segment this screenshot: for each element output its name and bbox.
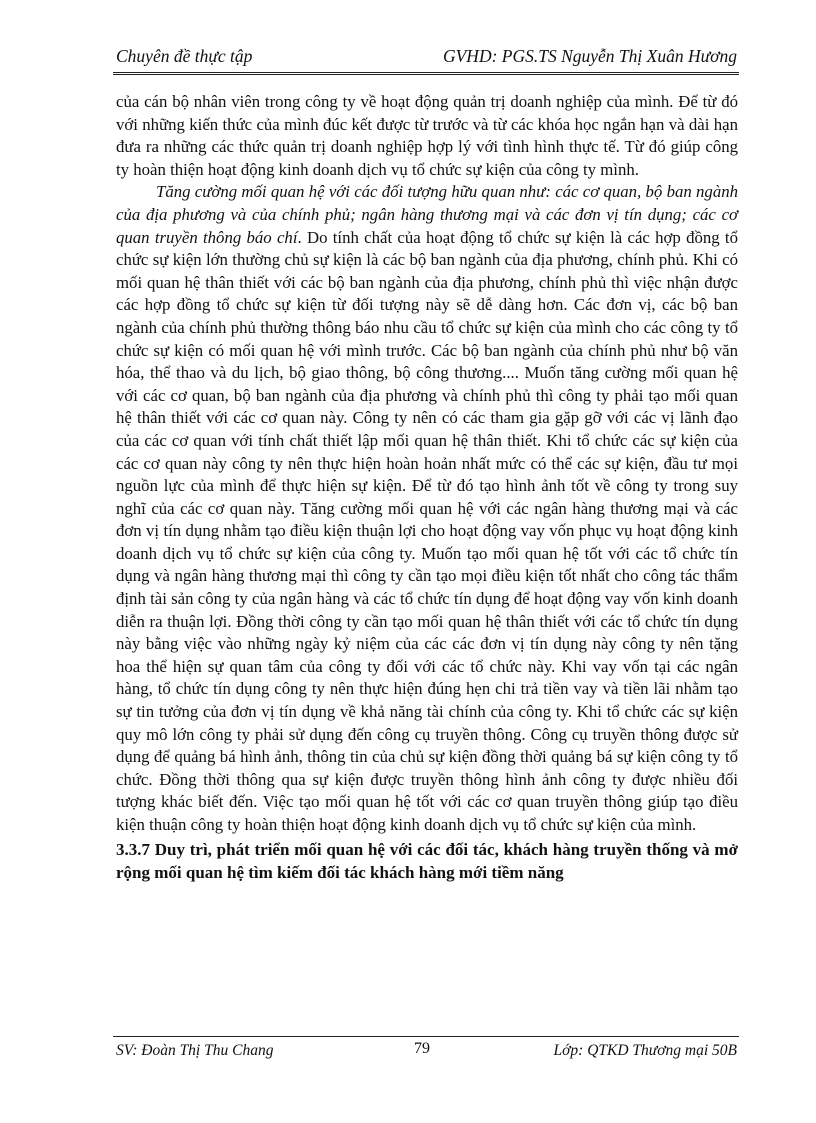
footer-class: Lớp: QTKD Thương mại 50B	[553, 1042, 737, 1059]
page-footer	[113, 1036, 739, 1067]
section-heading: 3.3.7 Duy trì, phát triển mối quan hệ với các đối tác, khách hàng truyền thống và mở rộng mối quan hệ tìm kiếm đối tác khách hàng mới tiềm năng	[116, 839, 738, 882]
page-number: 79	[414, 1040, 430, 1057]
paragraph-relations-body: . Do tính chất của hoạt động tổ chức sự kiện là các hợp đồng tổ chức sự kiện lớn thường chủ sự kiện là các bộ ban ngành của địa phương, chính phủ. Khi có mối quan hệ thân thiết với các bộ ban ngành của địa phương, chính phủ thì việc nhận được các hợp đồng tổ chức sự kiện từ đối tượng này sẽ dễ dàng hơn. Các đơn vị, các bộ ban ngành của chính phủ thường thông báo nhu cầu tổ chức sự kiện của mình cho các công ty tổ chức sự kiện có mối quan hệ với mình trước. Các bộ ban ngành của chính phủ như bộ văn hóa, thể thao và du lịch, bộ giao thông, bộ công thương.... Muốn tăng cường mối quan hệ với các cơ quan, bộ ban ngành của địa phương và chính phủ thì công ty phải tạo mối quan hệ thân thiết với các cơ quan này. Công ty nên có các tham gia gặp gỡ với các vị lãnh đạo của các cơ quan với tính chất thiết lập mối quan hệ thân thiết. Khi tổ chức các sự kiện của các cơ quan này công ty nên thực hiện hoàn hoản nhất mức có thể các sự kiện, đầu tư mọi nguồn lực của mình để thực hiện sự kiện. Để từ đó tạo hình ảnh tốt về công ty trong suy nghĩ của các cơ quan này. Tăng cường mối quan hệ với các ngân hàng thương mại và các đơn vị tín dụng nhằm tạo điều kiện thuận lợi cho hoạt động vay vốn phục vụ hoạt động kinh doanh dịch vụ tổ chức sự kiện của công ty. Muốn tạo mối quan hệ tốt với các tổ chức tín dụng và ngân hàng thương mại thì công ty cần tạo mọi điều kiện tốt nhất cho công tác thẩm định tài sản công ty của ngân hàng và các tổ chức tín dụng để hoạt động vay vốn kinh doanh diễn ra thuận lợi. Đồng thời công ty cần tạo mối quan hệ thân thiết với các tổ chức tín dụng này bằng việc vào những ngày kỷ niệm của các các đơn vị tín dụng này công ty nên tặng hoa thể hiện sự quan tâm của công ty đối với các tổ chức này. Khi vay vốn tại các ngân hàng, tổ chức tín dụng công ty nên thực hiện đúng hẹn chi trả tiền vay và tiền lãi nhằm tạo sự tin tưởng của đơn vị tín dụng về khả năng tài chính của công ty. Khi tổ chức các sự kiện quy mô lớn công ty phải sử dụng đến công cụ truyền thông. Công cụ truyền thông được sử dụng để quảng bá hình ảnh, thông tin của chủ sự kiện đồng thời quảng bá sự kiện công ty tổ chức. Đồng thời thông qua sự kiện được truyền thông hình ảnh công ty được nhiều đối tượng khác biết đến. Việc tạo mối quan hệ tốt với các cơ quan truyền thông giúp tạo điều kiện thuận công ty hoàn thiện hoạt động kinh doanh dịch vụ tổ chức sự kiện của mình.	[116, 227, 738, 834]
page-body	[116, 91, 738, 884]
page-header	[113, 42, 739, 75]
paragraph-lead-italic: Tăng cường mối quan hệ với các đối tượng hữu quan như: các cơ quan, bộ ban ngành của địa phương và của chính phủ; ngân hàng thương mại và các đơn vị tín dụng; các cơ quan truyền thông báo chí	[116, 182, 738, 247]
paragraph-relations	[116, 181, 738, 836]
paragraph-continuation: của cán bộ nhân viên trong công ty về hoạt động quản trị doanh nghiệp của mình. Để từ đó với những kiến thức của mình đúc kết được từ trước và từ các khóa học ngắn hạn và dài hạn đưa ra những các thức quản trị doanh nghiệp hợp lý với tình hình thực tế. Từ đó giúp công ty hoàn thiện hoạt động kinh doanh dịch vụ tổ chức sự kiện của công ty mình.	[116, 92, 738, 179]
header-report-title: Chuyên đề thực tập	[116, 46, 253, 66]
footer-student: SV: Đoàn Thị Thu Chang	[116, 1042, 274, 1059]
header-supervisor: GVHD: PGS.TS Nguyễn Thị Xuân Hương	[442, 46, 737, 66]
